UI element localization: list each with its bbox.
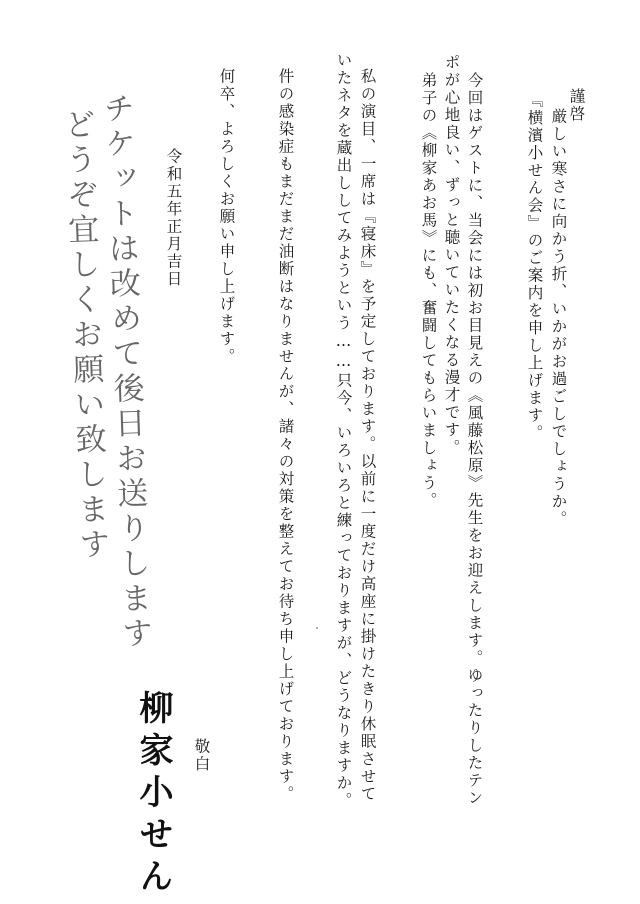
paragraph-1-line-1: 厳しい寒さに向かう折、いかがお過ごしでしょうか。 bbox=[549, 108, 568, 528]
paragraph-2-line-1: 今回はゲストに、当会には初お目見えの《風藤松原》先生をお迎えします。ゆったりしたテン bbox=[465, 72, 484, 807]
closing-keihaku: 敬白 bbox=[192, 738, 211, 773]
signature: 柳家小せん bbox=[133, 690, 173, 900]
handwritten-note-line-2: どうぞ宜しくお願い致します bbox=[58, 107, 110, 564]
paragraph-4-line-1: 件の感染症もまだまだ油断はなりませんが、諸々の対策を整えてお待ち申し上げております。 bbox=[276, 68, 295, 803]
greeting-heading: 謹啓 bbox=[567, 88, 586, 123]
paragraph-1-line-2: 『横濱小せん会』のご案内を申し上げます。 bbox=[525, 92, 544, 442]
paragraph-2-line-2: ポが心地良い、ずっと聴いていたくなる漫才です。 bbox=[442, 54, 461, 457]
paragraph-5-line-1: 何卒、よろしくお願い申し上げます。 bbox=[217, 68, 236, 366]
paragraph-2-line-3: 弟子の《柳家あお馬》にも、奮闘してもらいましょう。 bbox=[419, 72, 438, 510]
paper-speck bbox=[316, 627, 318, 629]
handwritten-note-line-1: チケットは改めて後日お送りします bbox=[97, 91, 153, 653]
paragraph-3-line-2: いたネタを蔵出ししてみようという……只今、いろいろと練っておりますが、どうなりますか。 bbox=[334, 52, 353, 810]
date-line: 令和五年正月吉日 bbox=[164, 148, 183, 288]
paragraph-3-line-1: 私の演目、一席は『寝床』を予定しております。以前に一度だけ高座に掛けたきり休眠させて bbox=[358, 68, 377, 803]
